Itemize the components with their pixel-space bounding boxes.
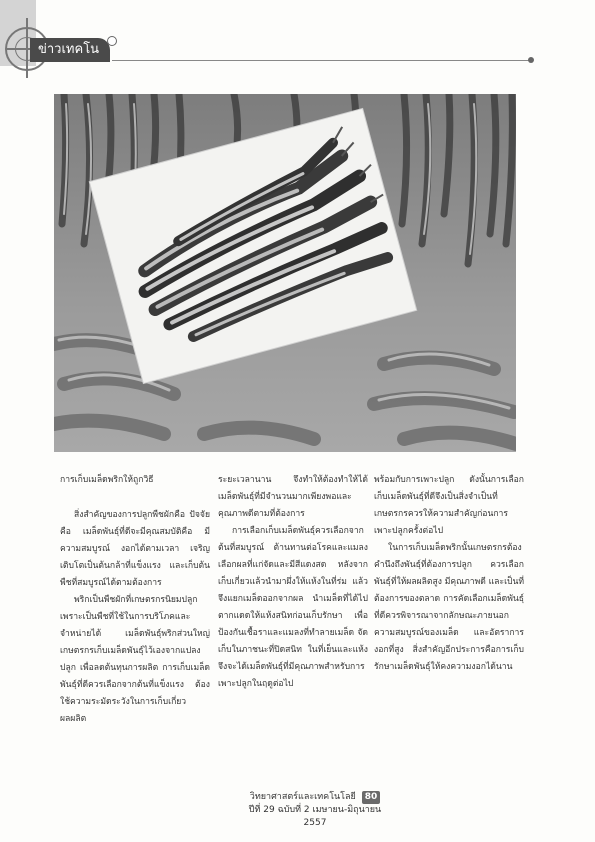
magazine-title: วิทยาศาสตร์และเทคโนโลยี [249, 792, 356, 802]
header-rule-end-icon [528, 57, 534, 63]
paragraph: สิ่งสำคัญของการปลูกพืชผักคือ ปัจจัยคือ เมล็ดพันธุ์ที่ดีจะมีคุณสมบัติคือ มีความสมบูรณ์ งอกได้ตามเวลา เจริญเติบโตเป็นต้นกล้าที่แข็งแรง และเก็บต้นพืชที่สมบูรณ์ได้ตามต้องการ [60, 510, 210, 588]
section-tab [30, 38, 110, 62]
header-rule [112, 60, 530, 61]
paragraph: การเลือกเก็บเมล็ดพันธุ์ควรเลือกจากต้นที่สมบูรณ์ ต้านทานต่อโรคและแมลง เลือกผลที่แก่จัดและมีสีแดงสด หลังจากเก็บเกี่ยวแล้วนำมาผึ่งให้แห้งในที่ร่ม แล้วจึงแยกเมล็ดออกจากผล นำเมล็ดที่ได้ไปตากแดดให้แห้งสนิทก่อนเก็บรักษา เพื่อป้องกันเชื้อราและแมลงที่ทำลายเมล็ด จัดเก็บในภาชนะที่ปิดสนิท ในที่เย็นและแห้ง จึงจะได้เมล็ดพันธุ์ที่มีคุณภาพสำหรับการเพาะปลูกในฤดูต่อไป [218, 526, 368, 689]
page-number: 80 [362, 791, 381, 804]
header-dot-icon [107, 36, 117, 46]
page-footer [240, 791, 390, 830]
article-heading: การเก็บเมล็ดพริกให้ถูกวิธี [60, 475, 154, 485]
footer-line-1 [240, 791, 390, 804]
article-column-2 [218, 472, 368, 693]
issue-info: ปีที่ 29 ฉบับที่ 2 เมษายน-มิถุนายน 2557 [248, 805, 382, 828]
section-title: ข่าวเทคโน [38, 42, 100, 57]
article-column-1 [60, 472, 210, 728]
paragraph: พร้อมกับการเพาะปลูก ดังนั้นการเลือกเก็บเมล็ดพันธุ์ที่ดีจึงเป็นสิ่งจำเป็นที่เกษตรกรควรให้ความสำคัญก่อนการเพาะปลูกครั้งต่อไป [374, 475, 524, 536]
paragraph: ในการเก็บเมล็ดพริกนั้นเกษตรกรต้องคำนึงถึงพันธุ์ที่ต้องการปลูก ควรเลือกพันธุ์ที่ให้ผลผลิตสูง มีคุณภาพดี และเป็นที่ต้องการของตลาด การคัดเลือกเมล็ดพันธุ์ที่ดีควรพิจารณาจากลักษณะภายนอก ความสมบูรณ์ของเมล็ด และอัตราการงอกที่สูง สิ่งสำคัญอีกประการคือการเก็บรักษาเมล็ดพันธุ์ให้คงความงอกได้นาน [374, 543, 524, 672]
paragraph: ระยะเวลานาน จึงทำให้ต้องทำให้ได้เมล็ดพันธุ์ที่มีจำนวนมากเพียงพอและคุณภาพดีตามที่ต้องการ [218, 475, 368, 519]
article-column-3 [374, 472, 524, 676]
paragraph: พริกเป็นพืชผักที่เกษตรกรนิยมปลูกเพราะเป็นพืชที่ใช้ในการบริโภคและจำหน่ายได้ เมล็ดพันธุ์พริกส่วนใหญ่เกษตรกรเก็บเมล็ดพันธุ์ไว้เองจากแปลงปลูก เพื่อลดต้นทุนการผลิต การเก็บเมล็ดพันธุ์ที่ดีควรเลือกจากต้นที่แข็งแรง ต้องใช้ความระมัดระวังในการเก็บเกี่ยวผลผลิต [60, 595, 210, 724]
